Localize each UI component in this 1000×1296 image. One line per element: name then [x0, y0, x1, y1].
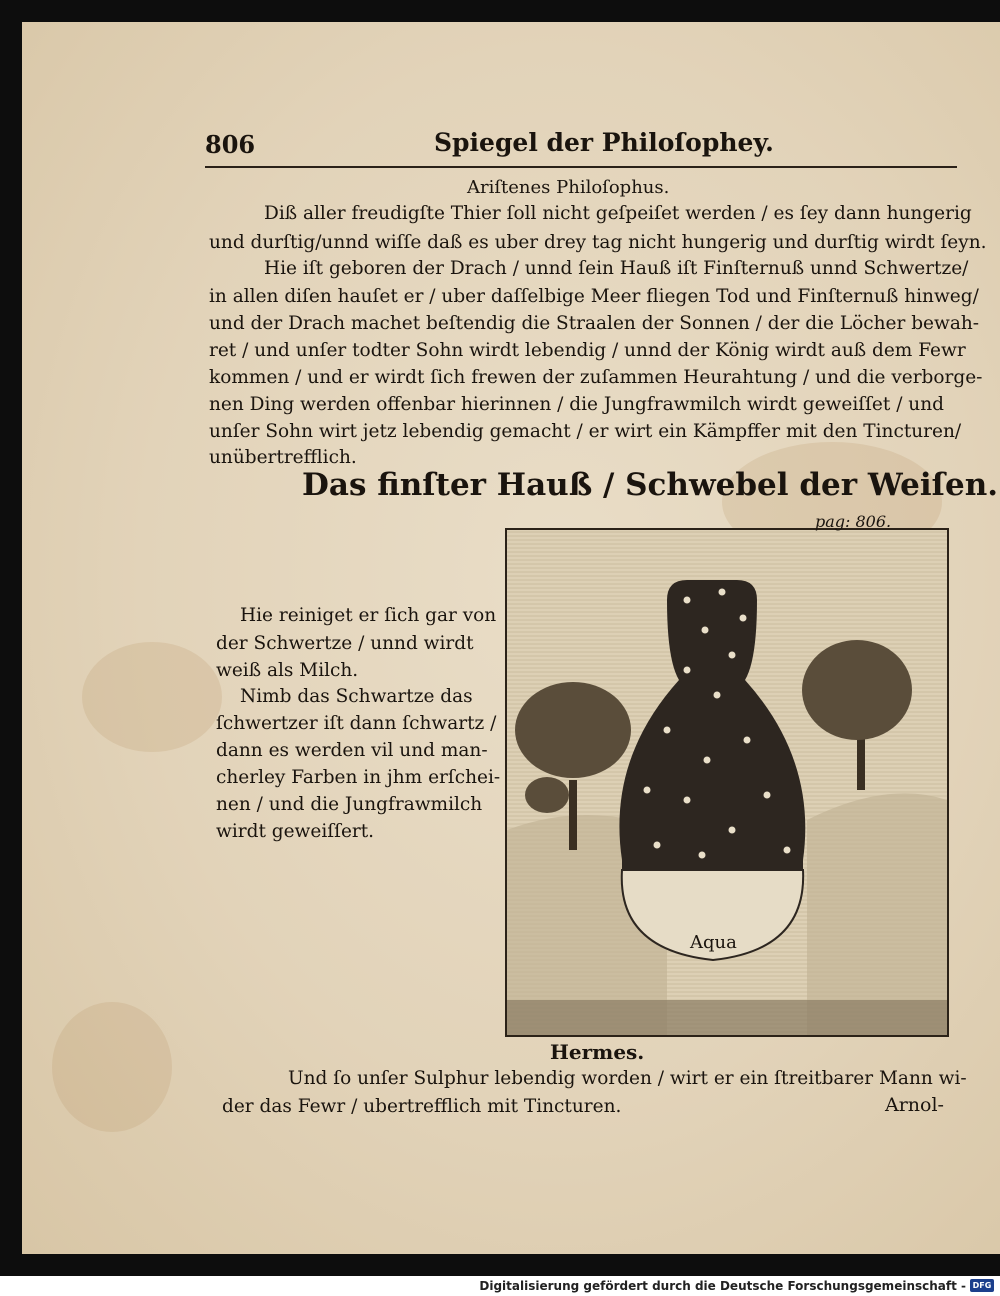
flask-engraving: [507, 530, 947, 1035]
hermes-heading: Hermes.: [550, 1040, 645, 1064]
body-line: und durſtig/unnd wiſſe daß es uber drey tag nicht hungerig und durſtig wirdt ſeyn.: [209, 232, 987, 253]
running-head: Spiegel der Philoſophey.: [434, 128, 774, 157]
side-text-line: Nimb das Schwartze das: [240, 686, 473, 707]
side-text-line: nen / und die Jungfrawmilch: [216, 794, 483, 815]
body-line: unſer Sohn wirt jetz lebendig gemacht / er wirt ein Kämpffer mit den Tincturen/: [209, 421, 962, 442]
page-number: 806: [205, 130, 256, 159]
body-line: in allen diſen hauſet er / uber daſſelbige Meer fliegen Tod und Finſternuß hinweg/: [209, 286, 979, 307]
tree-right: [802, 640, 912, 790]
plate-page-reference: pag: 806.: [815, 512, 892, 531]
engraving-plate: [505, 528, 949, 1037]
closing-line: Und ſo unſer Sulphur lebendig worden / wirt er ein ſtreitbarer Mann wi-: [288, 1068, 967, 1089]
body-line: nen Ding werden offenbar hierinnen / die Jungfrawmilch wirdt geweiſſet / und: [209, 394, 944, 415]
scan-border-bottom: [0, 1254, 1000, 1276]
paper-stain: [82, 642, 222, 752]
side-text-line: wirdt geweiſſert.: [216, 821, 375, 842]
paper-stain: [52, 1002, 172, 1132]
plate-label: Aqua: [690, 932, 737, 953]
footer-bar: [0, 1276, 1000, 1296]
body-line: unübertrefflich.: [209, 447, 357, 468]
scan-border-left: [0, 0, 22, 1276]
body-line: ret / und unſer todter Sohn wirdt lebendig / unnd der König wirdt auß dem Fewr: [209, 340, 966, 361]
side-text-line: weiß als Milch.: [216, 660, 359, 681]
landscape-right: [807, 793, 947, 1035]
plate-title: Das finſter Hauß / Schwebel der Weiſen.: [302, 467, 999, 503]
catchword: Arnol-: [885, 1094, 944, 1116]
body-line: Hie iſt geboren der Drach / unnd ſein Hauß iſt Finſternuß unnd Schwertze/: [264, 258, 969, 279]
side-text-line: ſchwertzer iſt dann ſchwartz /: [216, 713, 497, 734]
scan-border-top: [0, 0, 1000, 22]
dfg-logo: DFG: [970, 1279, 994, 1292]
footer-credit: Digitalisierung gefördert durch die Deutsche Forschungsgemeinschaft -: [479, 1279, 966, 1293]
side-text-line: cherley Farben in jhm erſchei-: [216, 767, 501, 788]
side-text-line: dann es werden vil und man-: [216, 740, 488, 761]
side-text-line: der Schwertze / unnd wirdt: [216, 633, 474, 654]
body-line: kommen / und er wirdt ſich frewen der zuſammen Heurahtung / und die verborge-: [209, 367, 983, 388]
ground-hatching: [507, 1000, 947, 1035]
closing-line: der das Fewr / ubertrefflich mit Tincturen.: [222, 1096, 622, 1117]
body-line: und der Drach machet beſtendig die Straalen der Sonnen / der die Löcher bewah-: [209, 313, 980, 334]
section-title: Ariſtenes Philoſophus.: [467, 177, 670, 198]
side-text-line: Hie reiniget er ſich gar von: [240, 605, 497, 626]
body-line: Diß aller freudigſte Thier ſoll nicht geſpeiſet werden / es ſey dann hungerig: [264, 203, 972, 224]
flask-dark-body: [619, 580, 805, 870]
header-rule: [205, 166, 957, 168]
